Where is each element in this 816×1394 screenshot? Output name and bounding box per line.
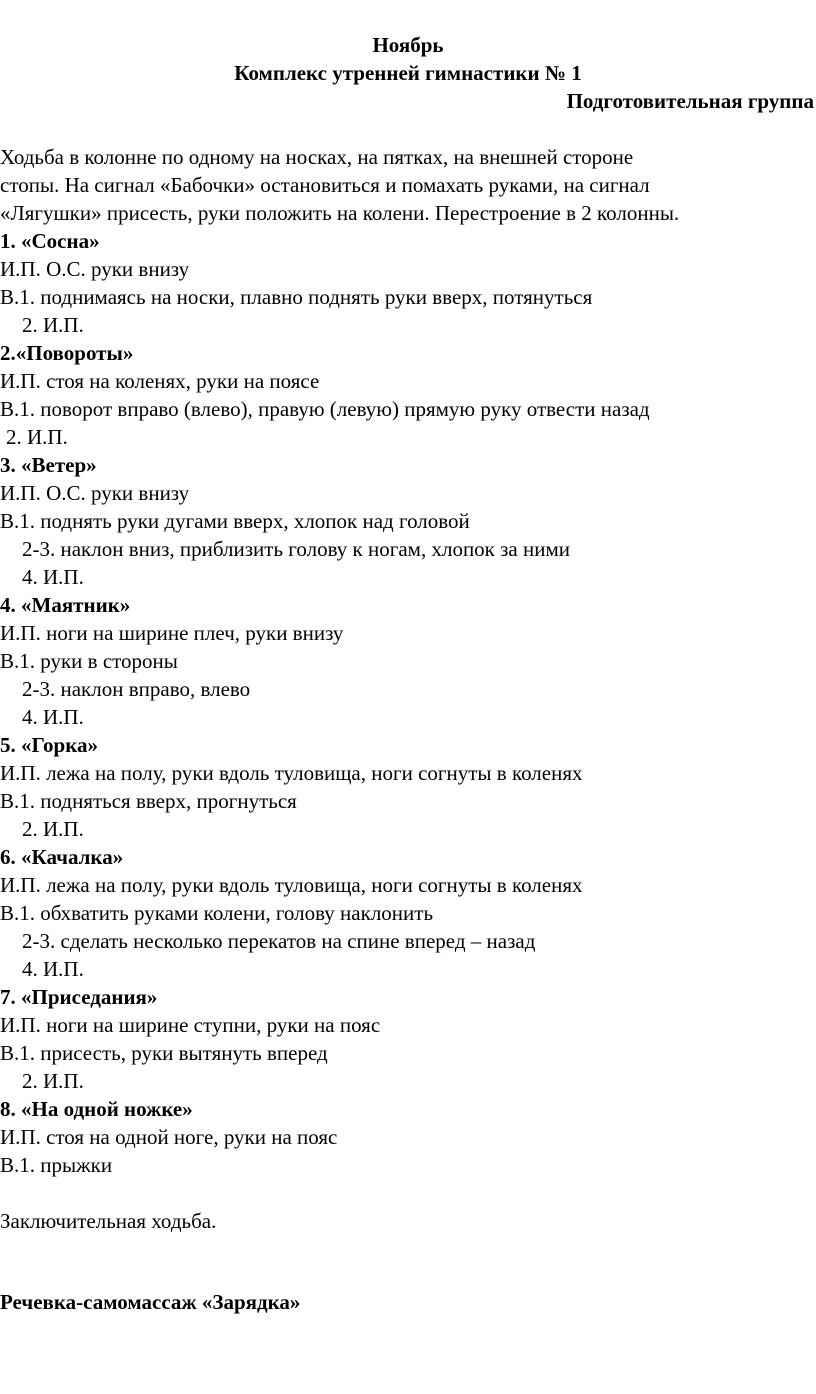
exercise-line: В.1. поднимаясь на носки, плавно поднять руки вверх, потянуться: [0, 285, 593, 309]
exercise-title: 7. «Приседания»: [0, 985, 158, 1009]
exercise-line: И.П. О.С. руки внизу: [0, 257, 190, 281]
intro-line: «Лягушки» присесть, руки положить на колени. Перестроение в 2 колонны.: [0, 201, 680, 225]
exercise-line: И.П. О.С. руки внизу: [0, 481, 190, 505]
exercise-line: 4. И.П.: [22, 565, 84, 589]
exercise-title: 8. «На одной ножке»: [0, 1097, 193, 1121]
exercise-line: 4. И.П.: [22, 705, 84, 729]
group-label: Подготовительная группа: [566, 89, 814, 113]
exercise-line: 2. И.П.: [22, 1069, 84, 1093]
exercise-line: В.1. руки в стороны: [0, 649, 178, 673]
exercise-title: 6. «Качалка»: [0, 845, 124, 869]
exercise-line: В.1. поворот вправо (влево), правую (левую) прямую руку отвести назад: [0, 397, 650, 421]
month-heading: Ноябрь: [372, 33, 444, 57]
exercise-title: 1. «Сосна»: [0, 229, 100, 253]
exercise-line: В.1. прыжки: [0, 1153, 113, 1177]
exercise-title: 4. «Маятник»: [0, 593, 131, 617]
exercise-line: 2. И.П.: [22, 817, 84, 841]
exercise-line: 2. И.П.: [22, 313, 84, 337]
closing-walk: Заключительная ходьба.: [0, 1209, 217, 1233]
exercise-title: 2.«Повороты»: [0, 341, 134, 365]
exercise-line: В.1. поднять руки дугами вверх, хлопок над головой: [0, 509, 470, 533]
exercise-line: 4. И.П.: [22, 957, 84, 981]
exercise-line: 2. И.П.: [6, 425, 68, 449]
exercise-line: В.1. подняться вверх, прогнуться: [0, 789, 297, 813]
exercise-line: 2-3. наклон вправо, влево: [22, 677, 251, 701]
intro-line: стопы. На сигнал «Бабочки» остановиться и помахать руками, на сигнал: [0, 173, 650, 197]
intro-line: Ходьба в колонне по одному на носках, на пятках, на внешней стороне: [0, 145, 634, 169]
exercise-line: 2-3. сделать несколько перекатов на спине вперед – назад: [22, 929, 536, 953]
exercise-line: 2-3. наклон вниз, приблизить голову к ногам, хлопок за ними: [22, 537, 570, 561]
exercise-line: В.1. присесть, руки вытянуть вперед: [0, 1041, 328, 1065]
rhyme-title: Речевка-самомассаж «Зарядка»: [0, 1290, 301, 1314]
exercise-line: И.П. стоя на одной ноге, руки на пояс: [0, 1125, 338, 1149]
document-title: Комплекс утренней гимнастики № 1: [234, 61, 582, 85]
exercise-line: И.П. ноги на ширине ступни, руки на пояс: [0, 1013, 381, 1037]
exercise-title: 3. «Ветер»: [0, 453, 97, 477]
exercise-line: И.П. лежа на полу, руки вдоль туловища, ноги согнуты в коленях: [0, 761, 583, 785]
exercise-line: И.П. стоя на коленях, руки на поясе: [0, 369, 320, 393]
exercise-line: И.П. ноги на ширине плеч, руки внизу: [0, 621, 344, 645]
exercise-line: В.1. обхватить руками колени, голову наклонить: [0, 901, 434, 925]
exercise-title: 5. «Горка»: [0, 733, 98, 757]
exercise-line: И.П. лежа на полу, руки вдоль туловища, ноги согнуты в коленях: [0, 873, 583, 897]
